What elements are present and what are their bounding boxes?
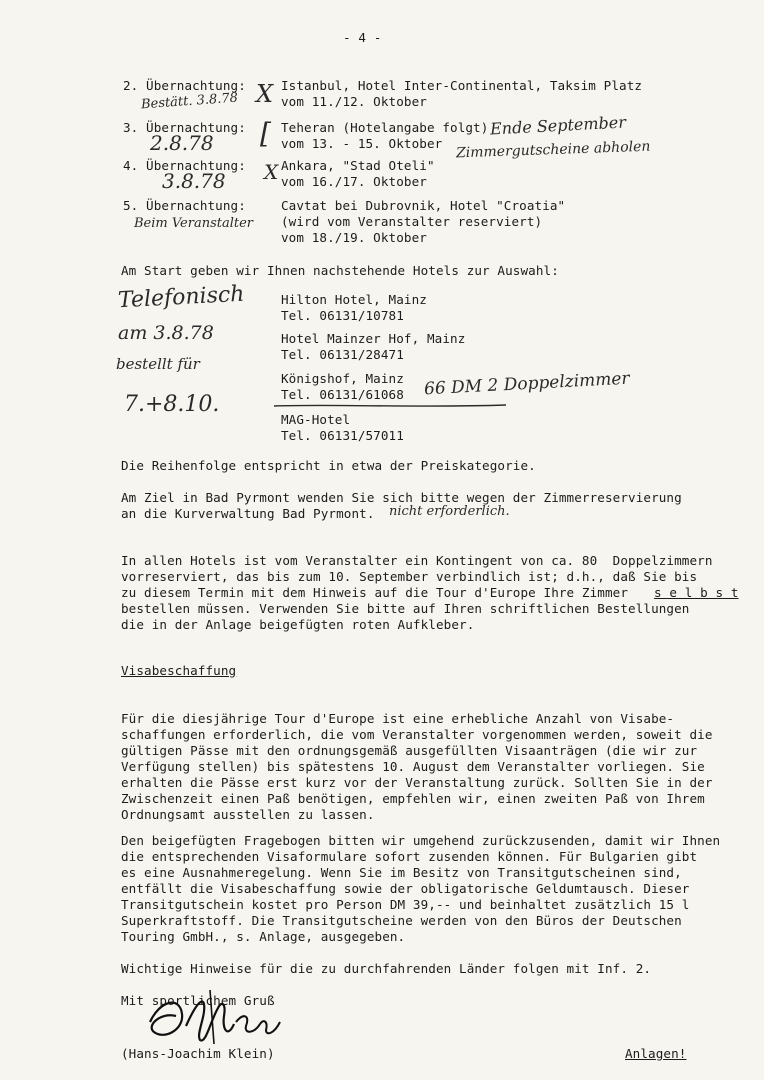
night-2-line-1: Istanbul, Hotel Inter-Continental, Taksim Platz (281, 78, 643, 93)
start-hotel-2-tel: Tel. 06131/28471 (281, 347, 404, 362)
handwritten-signature (140, 982, 290, 1052)
goal-line-2: an die Kurverwaltung Bad Pyrmont. (121, 506, 375, 521)
visa-p1-line-6: Zwischenzeit einen Paß benötigen, empfehlen wir, einen zweiten Paß von Ihrem (121, 791, 705, 806)
night-4-check-mark: X (264, 160, 279, 184)
night-5-label: 5. Übernachtung: (123, 198, 246, 213)
goal-line-1: Am Ziel in Bad Pyrmont wenden Sie sich bitte wegen der Zimmerreservierung (121, 490, 682, 505)
koenigshof-handwritten-note: 66 DM 2 Doppelzimmer (423, 368, 631, 400)
night-2-check-mark: X (256, 80, 274, 108)
visa-p1-line-1: Für die diesjährige Tour d'Europe ist eine erhebliche Anzahl von Visabe- (121, 711, 675, 726)
enclosures-note: Anlagen! (625, 1046, 687, 1061)
phone-note-line-4: 7.+8.10. (124, 392, 220, 417)
start-hotel-3-name: Königshof, Mainz (281, 371, 404, 386)
night-5-line-2: (wird vom Veranstalter reserviert) (281, 214, 543, 229)
visa-p1-line-5: erhalten die Pässe erst kurz vor der Veranstaltung zurück. Sollten Sie in der (121, 775, 713, 790)
phone-note-line-2: am 3.8.78 (118, 322, 214, 344)
night-5-handwritten-note: Beim Veranstalter (134, 216, 254, 231)
contingent-line-2: vorreserviert, das bis zum 10. September verbindlich ist; d.h., daß Sie bis (121, 569, 698, 584)
night-2-line-2: vom 11./12. Oktober (281, 94, 427, 109)
koenigshof-underline-mark (270, 400, 510, 412)
night-4-line-1: Ankara, "Stad Oteli" (281, 158, 435, 173)
night-3-line-2: vom 13. - 15. Oktober (281, 136, 443, 151)
visa-p1-line-7: Ordnungsamt ausstellen zu lassen. (121, 807, 375, 822)
visa-p2-line-6: Superkraftstoff. Die Transitgutscheine werden von den Büros der Deutschen (121, 913, 682, 928)
important-notice: Wichtige Hinweise für die zu durchfahrenden Länder folgen mit Inf. 2. (121, 961, 652, 976)
night-3-handwritten-note: 2.8.78 (150, 131, 214, 155)
contingent-line-4: bestellen müssen. Verwenden Sie bitte auf Ihren schriftlichen Bestellungen (121, 601, 690, 616)
visa-p2-line-2: die entsprechenden Visaformulare sofort zusenden können. Für Bulgarien gibt (121, 849, 698, 864)
start-hotel-1-name: Hilton Hotel, Mainz (281, 292, 427, 307)
goal-handwritten-note: nicht erforderlich. (389, 504, 510, 519)
page-number: - 4 - (343, 30, 382, 45)
night-4-label: 4. Übernachtung: (123, 158, 246, 173)
night-5-line-3: vom 18./19. Oktober (281, 230, 427, 245)
visa-p1-line-3: gültigen Pässe mit den ordnungsgemäß ausgefüllten Visaanträgen (die wir zur (121, 743, 698, 758)
visa-p2-line-4: entfällt die Visabeschaffung sowie der obligatorische Geldumtausch. Dieser (121, 881, 690, 896)
phone-note-line-1: Telefonisch (117, 281, 245, 314)
contingent-line-3: zu diesem Termin mit dem Hinweis auf die Tour d'Europe Ihre Zimmer (121, 585, 629, 600)
start-hotel-3-tel: Tel. 06131/61068 (281, 387, 404, 402)
phone-note-line-3: bestellt für (116, 355, 200, 373)
visa-p2-line-1: Den beigefügten Fragebogen bitten wir umgehend zurückzusenden, damit wir Ihnen (121, 833, 721, 848)
visa-p1-line-2: schaffungen erforderlich, die vom Veranstalter vorgenommen werden, soweit die (121, 727, 713, 742)
night-4-handwritten-note: 3.8.78 (162, 169, 226, 193)
night-4-line-2: vom 16./17. Oktober (281, 174, 427, 189)
price-order-sentence: Die Reihenfolge entspricht in etwa der Preiskategorie. (121, 458, 536, 473)
night-3-bracket-mark: [ (260, 117, 271, 150)
start-hotel-1-tel: Tel. 06131/10781 (281, 308, 404, 323)
night-3-line-1: Teheran (Hotelangabe folgt) (281, 120, 489, 135)
visa-p1-line-4: Verfügung stellen) bis spätestens 10. August dem Veranstalter vorliegen. Sie (121, 759, 705, 774)
night-2-handwritten-note: Bestätt. 3.8.78 (140, 90, 239, 113)
visa-p2-line-3: es eine Ausnahmeregelung. Wenn Sie im Besitz von Transitgutscheinen sind, (121, 865, 682, 880)
start-intro: Am Start geben wir Ihnen nachstehende Hotels zur Auswahl: (121, 263, 559, 278)
teheran-note-line-1: Ende September (489, 112, 627, 139)
teheran-note-line-2: Zimmergutscheine abholen (455, 138, 651, 162)
start-hotel-4-name: MAG-Hotel (281, 412, 351, 427)
visa-heading: Visabeschaffung (121, 663, 237, 678)
start-hotel-2-name: Hotel Mainzer Hof, Mainz (281, 331, 466, 346)
signature-name: (Hans-Joachim Klein) (121, 1046, 275, 1061)
start-hotel-4-tel: Tel. 06131/57011 (281, 428, 404, 443)
contingent-line-1: In allen Hotels ist vom Veranstalter ein Kontingent von ca. 80 Doppelzimmern (121, 553, 713, 568)
visa-p2-line-7: Touring GmbH., s. Anlage, ausgegeben. (121, 929, 406, 944)
visa-paragraph-2 (121, 833, 751, 945)
night-3-label: 3. Übernachtung: (123, 120, 246, 135)
visa-paragraph-1 (121, 711, 751, 823)
greeting: Mit sportlichem Gruß (121, 993, 275, 1008)
visa-p2-line-5: Transitgutschein kostet pro Person DM 39,-- und beinhaltet zusätzlich 15 l (121, 897, 690, 912)
contingent-line-5: die in der Anlage beigefügten roten Aufkleber. (121, 617, 475, 632)
selbst-emphasis: s e l b s t (654, 585, 739, 600)
night-5-line-1: Cavtat bei Dubrovnik, Hotel "Croatia" (281, 198, 566, 213)
night-2-label: 2. Übernachtung: (123, 78, 246, 93)
